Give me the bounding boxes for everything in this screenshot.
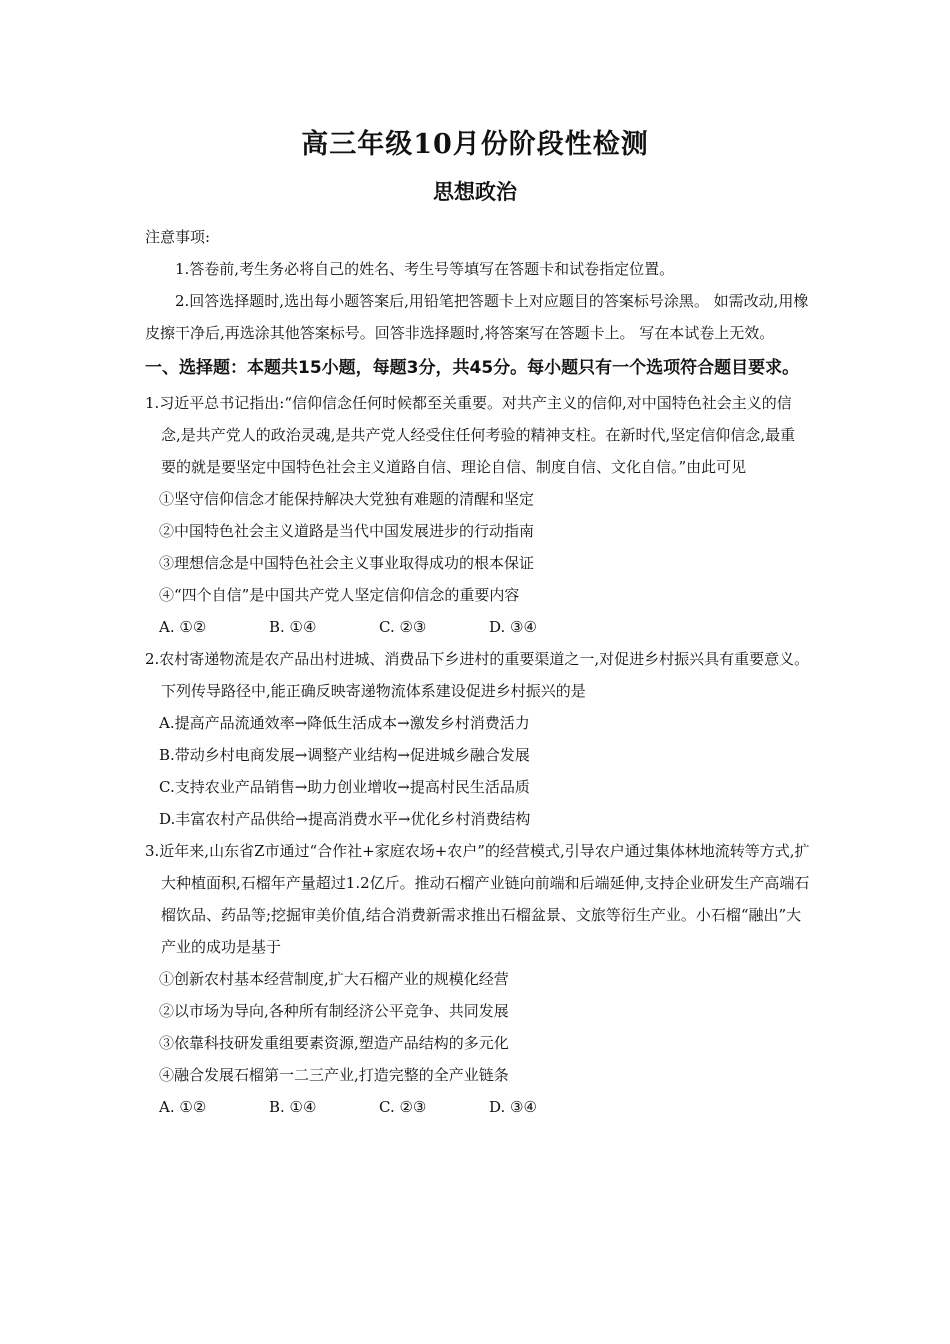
choice-c: C. ②③: [379, 618, 427, 636]
statement-option: ①创新农村基本经营制度,扩大石榴产业的规模化经营: [159, 970, 509, 988]
exam-body: [145, 221, 810, 1123]
question-1: [145, 387, 810, 643]
question-stem: 1.习近平总书记指出:“信仰信念任何时候都至关重要。对共产主义的信仰,对中国特色社会主义的信念,是共产党人的政治灵魂,是共产党人经受住任何考验的精神支柱。在新时代,坚定信仰信念,最重要的就是要坚定中国特色社会主义道路自信、理论自信、制度自信、文化自信。”由此可见: [145, 394, 796, 476]
question-2: [145, 643, 810, 835]
notes-heading: 注意事项:: [145, 228, 211, 246]
question-3: [145, 835, 810, 1123]
choice-a: A. ①②: [159, 618, 207, 636]
statement-option: ①坚守信仰信念才能保持解决大党独有难题的清醒和坚定: [159, 490, 535, 508]
answer-option: C.支持农业产品销售→助力创业增收→提高村民生活品质: [159, 778, 530, 796]
statement-option: ④融合发展石榴第一二三产业,打造完整的全产业链条: [159, 1066, 509, 1084]
choice-a: A. ①②: [159, 1098, 207, 1116]
statement-option: ④“四个自信”是中国共产党人坚定信仰信念的重要内容: [159, 586, 520, 604]
choice-d: D. ③④: [489, 1098, 537, 1116]
answer-choices: [145, 1091, 810, 1123]
question-stem: 3.近年来,山东省Z市通过“合作社+家庭农场+农户”的经营模式,引导农户通过集体林地流转等方式,扩大种植面积,石榴年产量超过1.2亿斤。推动石榴产业链向前端和后端延伸,支持企业研发生产高端石榴饮品、药品等;挖掘审美价值,结合消费新需求推出石榴盆景、文旅等衍生产业。小石榴“融出”大产业的成功是基于: [145, 842, 810, 956]
choice-b: B. ①④: [269, 1098, 317, 1116]
exam-title: 高三年级10月份阶段性检测: [301, 129, 649, 160]
note-item: 1.答卷前,考生务必将自己的姓名、考生号等填写在答题卡和试卷指定位置。: [175, 260, 675, 278]
choice-c: C. ②③: [379, 1098, 427, 1116]
exam-subject: 思想政治: [433, 179, 517, 204]
note-item: 2.回答选择题时,选出每小题答案后,用铅笔把答题卡上对应题目的答案标号涂黑。 如需改动,用橡皮擦干净后,再选涂其他答案标号。回答非选择题时,将答案写在答题卡上。 写在本试卷上无效。: [145, 292, 809, 342]
statement-option: ②中国特色社会主义道路是当代中国发展进步的行动指南: [159, 522, 535, 540]
answer-choices: [145, 611, 810, 643]
answer-option: A.提高产品流通效率→降低生活成本→激发乡村消费活力: [159, 714, 530, 732]
statement-option: ②以市场为导向,各种所有制经济公平竞争、共同发展: [159, 1002, 509, 1020]
answer-option: D.丰富农村产品供给→提高消费水平→优化乡村消费结构: [159, 810, 531, 828]
choice-d: D. ③④: [489, 618, 537, 636]
statement-option: ③理想信念是中国特色社会主义事业取得成功的根本保证: [159, 554, 535, 572]
choice-b: B. ①④: [269, 618, 317, 636]
answer-option: B.带动乡村电商发展→调整产业结构→促进城乡融合发展: [159, 746, 530, 764]
question-stem: 2.农村寄递物流是农产品出村进城、消费品下乡进村的重要渠道之一,对促进乡村振兴具有重要意义。下列传导路径中,能正确反映寄递物流体系建设促进乡村振兴的是: [145, 650, 810, 700]
statement-option: ③依靠科技研发重组要素资源,塑造产品结构的多元化: [159, 1034, 509, 1052]
section-heading: 一、选择题：本题共15小题，每题3分，共45分。每小题只有一个选项符合题目要求。: [145, 358, 800, 378]
